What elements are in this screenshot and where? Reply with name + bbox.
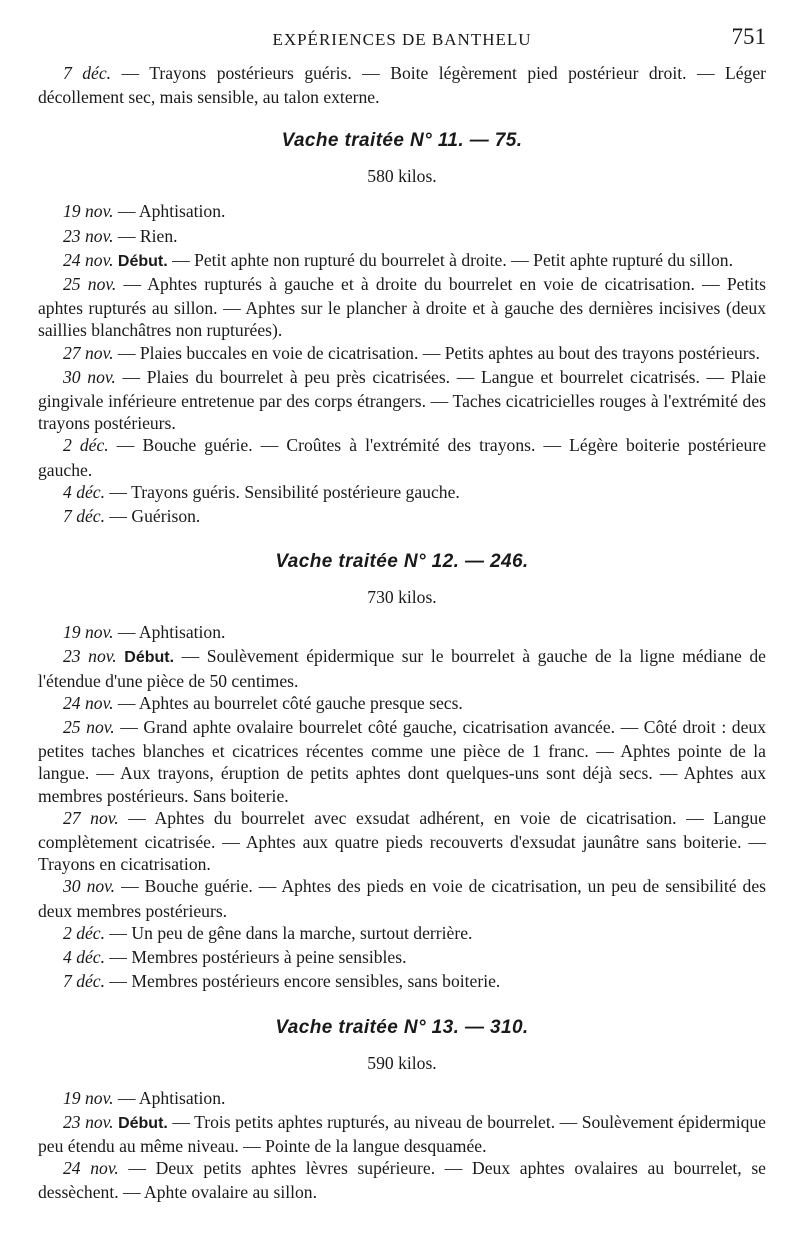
log-entry	[38, 342, 766, 366]
entry-date: 27 nov.	[63, 342, 114, 363]
log-entry	[38, 62, 766, 108]
log-entry	[38, 875, 766, 921]
entry-date: 30 nov.	[63, 366, 116, 387]
log-entry	[38, 434, 766, 480]
log-entry	[38, 1111, 766, 1157]
log-entry	[38, 716, 766, 807]
entry-date: 27 nov.	[63, 807, 119, 828]
log-entry	[38, 366, 766, 435]
section-title: Vache traitée N° 12. — 246.	[275, 551, 529, 573]
entry-date: 4 déc.	[63, 481, 106, 502]
log-entry	[38, 922, 766, 946]
entry-date: 2 déc.	[63, 435, 109, 456]
log-entry	[38, 621, 766, 645]
log-entry	[38, 481, 766, 505]
entry-text: — Membres postérieurs à peine sensibles.	[109, 947, 407, 968]
entry-date: 7 déc.	[63, 63, 112, 83]
entry-text: — Aphtisation.	[117, 201, 226, 222]
entry-text: — Plaies buccales en voie de cicatrisation. — Petits aphtes au bout des trayons postérieurs.	[117, 342, 760, 363]
entry-text: — Un peu de gêne dans la marche, surtout derrière.	[109, 922, 473, 943]
entry-date: 7 déc.	[63, 971, 106, 992]
entry-text: — Membres postérieurs encore sensibles, sans boiterie.	[109, 971, 501, 992]
entry-text: — Deux petits aphtes lèvres supérieure. — Deux aphtes ovalaires au bourrelet, se dessèchent. — Aphte ovalaire au sillon.	[38, 1158, 766, 1203]
entry-date: 4 déc.	[63, 947, 106, 968]
section-weight: 580 kilos.	[367, 166, 437, 187]
entry-text: — Aphtes du bourrelet avec exsudat adhérent, en voie de cicatrisation. — Langue complètement cicatrisée. — Aphtes aux quatre pieds recouverts d'exsudat jaunâtre sans boiterie. — Trayons en cicatrisation.	[38, 807, 767, 875]
entry-text: — Trois petits aphtes rupturés, au niveau de bourrelet. — Soulèvement épidermique peu étendu au même niveau. — Pointe de la langue desquamée.	[38, 1111, 766, 1156]
entry-date: 19 nov.	[63, 201, 114, 222]
entry-text: — Guérison.	[109, 506, 201, 527]
section-weight: 730 kilos.	[367, 587, 437, 608]
entry-text: — Bouche guérie. — Croûtes à l'extrémité des trayons. — Légère boiterie postérieure gauche.	[38, 435, 766, 480]
entry-date: 23 nov.	[63, 1111, 114, 1132]
log-entry	[38, 692, 766, 716]
entry-text: — Trayons guéris. Sensibilité postérieure gauche.	[109, 481, 460, 502]
entry-date: 24 nov.	[63, 1158, 119, 1179]
log-entry	[38, 645, 766, 691]
entry-date: 23 nov.	[63, 646, 117, 667]
debut-marker: Début.	[118, 1114, 168, 1132]
running-header	[38, 0, 766, 62]
entry-date: 24 nov.	[63, 249, 114, 270]
document-body	[38, 62, 766, 1204]
entry-text: — Aphtisation.	[117, 622, 226, 643]
entry-text: — Grand aphte ovalaire bourrelet côté gauche, cicatrisation avancée. — Côté droit : deux petites taches blanches et cicatrices récentes comme une pièce de 1 franc. — Aphtes pointe de la langue. — Aux trayons, éruption de petits aphtes dont quelques-uns sont déjà secs. — Aphtes aux membres postérieurs. Sans boiterie.	[38, 717, 766, 806]
log-entry	[38, 970, 766, 994]
entry-date: 7 déc.	[63, 506, 106, 527]
entry-date: 25 nov.	[63, 717, 115, 738]
entry-date: 25 nov.	[63, 274, 117, 295]
debut-marker: Début.	[117, 252, 168, 270]
running-title: EXPÉRIENCES DE BANTHELU	[272, 30, 532, 49]
log-entry	[38, 505, 766, 529]
entry-text: — Rien.	[117, 225, 178, 246]
entry-text: — Plaies du bourrelet à peu près cicatrisées. — Langue et bourrelet cicatrisés. — Plaie gingivale inférieure entretenue par des corps étrangers. — Taches cicatricielles rouges à l'extrémité des trayons postérieurs.	[38, 366, 766, 434]
page-number: 751	[731, 24, 766, 49]
log-entry	[38, 807, 766, 876]
debut-marker: Début.	[124, 649, 175, 667]
entry-date: 30 nov.	[63, 876, 116, 897]
entry-text: — Aphtes au bourrelet côté gauche presque secs.	[117, 692, 463, 713]
log-entry	[38, 249, 766, 273]
log-entry	[38, 1087, 766, 1111]
entry-date: 19 nov.	[63, 622, 114, 643]
log-entry	[38, 946, 766, 970]
log-entry	[38, 1157, 766, 1203]
entry-date: 2 déc.	[63, 922, 106, 943]
log-entry	[38, 225, 766, 249]
section-title: Vache traitée N° 11. — 75.	[281, 130, 523, 152]
entry-text: — Aphtisation.	[117, 1087, 226, 1108]
section-weight: 590 kilos.	[367, 1052, 437, 1073]
entry-date: 19 nov.	[63, 1087, 114, 1108]
entry-text: — Bouche guérie. — Aphtes des pieds en voie de cicatrisation, un peu de sensibilité des deux membres postérieurs.	[38, 876, 766, 921]
entry-text: — Trayons postérieurs guéris. — Boite légèrement pied postérieur droit. — Léger décollement sec, mais sensible, au talon externe.	[38, 63, 767, 108]
entry-text: — Petit aphte non rupturé du bourrelet à droite. — Petit aphte rupturé du sillon.	[167, 249, 734, 270]
log-entry	[38, 200, 766, 224]
entry-date: 23 nov.	[63, 225, 114, 246]
section-title: Vache traitée N° 13. — 310.	[275, 1016, 529, 1038]
entry-date: 24 nov.	[63, 692, 114, 713]
entry-text: — Soulèvement épidermique sur le bourrelet à gauche de la ligne médiane de l'étendue d'une pièce de 50 centimes.	[38, 646, 766, 691]
entry-text: — Aphtes rupturés à gauche et à droite du bourrelet en voie de cicatrisation. — Petits aphtes rupturés au sillon. — Aphtes sur le plancher à droite et à gauche des dernières incisives (deux saillies blanchâtres non rupturées).	[38, 274, 766, 341]
log-entry	[38, 273, 766, 342]
